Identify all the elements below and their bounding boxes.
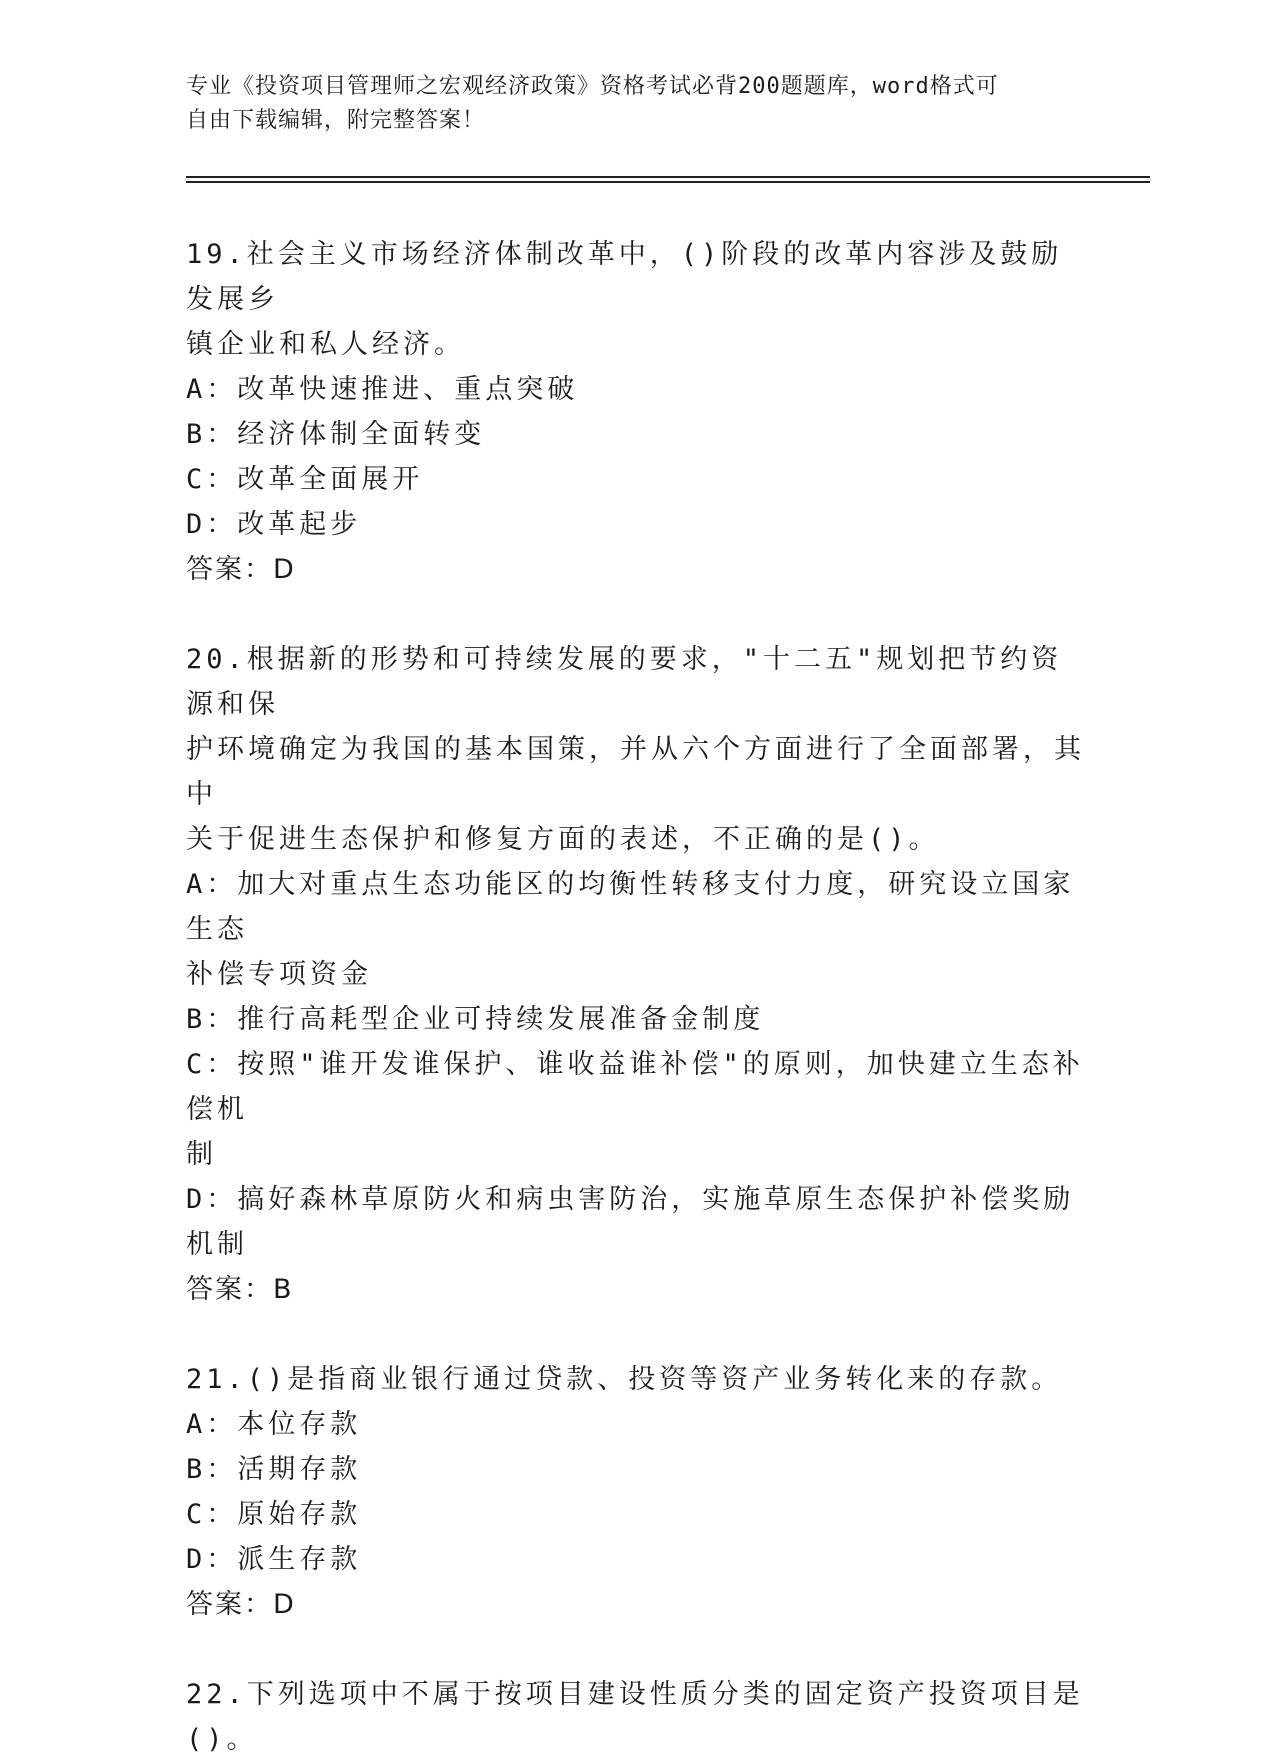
document-header xyxy=(186,70,1066,138)
answer-line: 答案：D xyxy=(186,1589,296,1620)
option-c: C：改革全面展开 xyxy=(186,464,424,495)
option-b: B：活期存款 xyxy=(186,1454,362,1485)
option-b: B：经济体制全面转变 xyxy=(186,419,486,450)
question-21 xyxy=(186,1357,1086,1627)
option-c: C：原始存款 xyxy=(186,1499,362,1530)
header-line-2: 自由下载编辑，附完整答案！ xyxy=(186,108,486,133)
option-c-continued: 制 xyxy=(186,1139,217,1170)
option-a: A：加大对重点生态功能区的均衡性转移支付力度，研究设立国家生态 xyxy=(186,869,1075,945)
question-stem-line: 关于促进生态保护和修复方面的表述，不正确的是()。 xyxy=(186,824,940,855)
answer-line: 答案：D xyxy=(186,554,296,585)
question-stem-line: 20.根据新的形势和可持续发展的要求，"十二五"规划把节约资源和保 xyxy=(186,644,1063,720)
question-stem-line: 镇企业和私人经济。 xyxy=(186,329,465,360)
question-19 xyxy=(186,232,1086,592)
header-divider-bottom xyxy=(186,181,1150,183)
option-c: C：按照"谁开发谁保护、谁收益谁补偿"的原则，加快建立生态补偿机 xyxy=(186,1049,1084,1125)
option-d: D：搞好森林草原防火和病虫害防治，实施草原生态保护补偿奖励机制 xyxy=(186,1184,1075,1260)
option-a: A：改革快速推进、重点突破 xyxy=(186,374,579,405)
question-stem-line: 21.()是指商业银行通过贷款、投资等资产业务转化来的存款。 xyxy=(186,1364,1063,1395)
option-d: D：改革起步 xyxy=(186,509,362,540)
question-stem-line: 护环境确定为我国的基本国策，并从六个方面进行了全面部署，其中 xyxy=(186,734,1085,810)
header-line-1: 专业《投资项目管理师之宏观经济政策》资格考试必背200题题库，word格式可 xyxy=(186,74,999,99)
option-d: D：派生存款 xyxy=(186,1544,362,1575)
option-a-continued: 补偿专项资金 xyxy=(186,959,372,990)
question-stem-line: 19.社会主义市场经济体制改革中，()阶段的改革内容涉及鼓励发展乡 xyxy=(186,239,1063,315)
question-stem-line: 22.下列选项中不属于按项目建设性质分类的固定资产投资项目是()。 xyxy=(186,1679,1084,1755)
answer-line: 答案：B xyxy=(186,1274,294,1305)
option-b: B：推行高耗型企业可持续发展准备金制度 xyxy=(186,1004,765,1035)
question-list xyxy=(186,232,1086,1762)
option-a: A：本位存款 xyxy=(186,1409,362,1440)
header-divider-top xyxy=(186,176,1150,178)
question-22 xyxy=(186,1672,1086,1762)
question-20 xyxy=(186,637,1086,1312)
